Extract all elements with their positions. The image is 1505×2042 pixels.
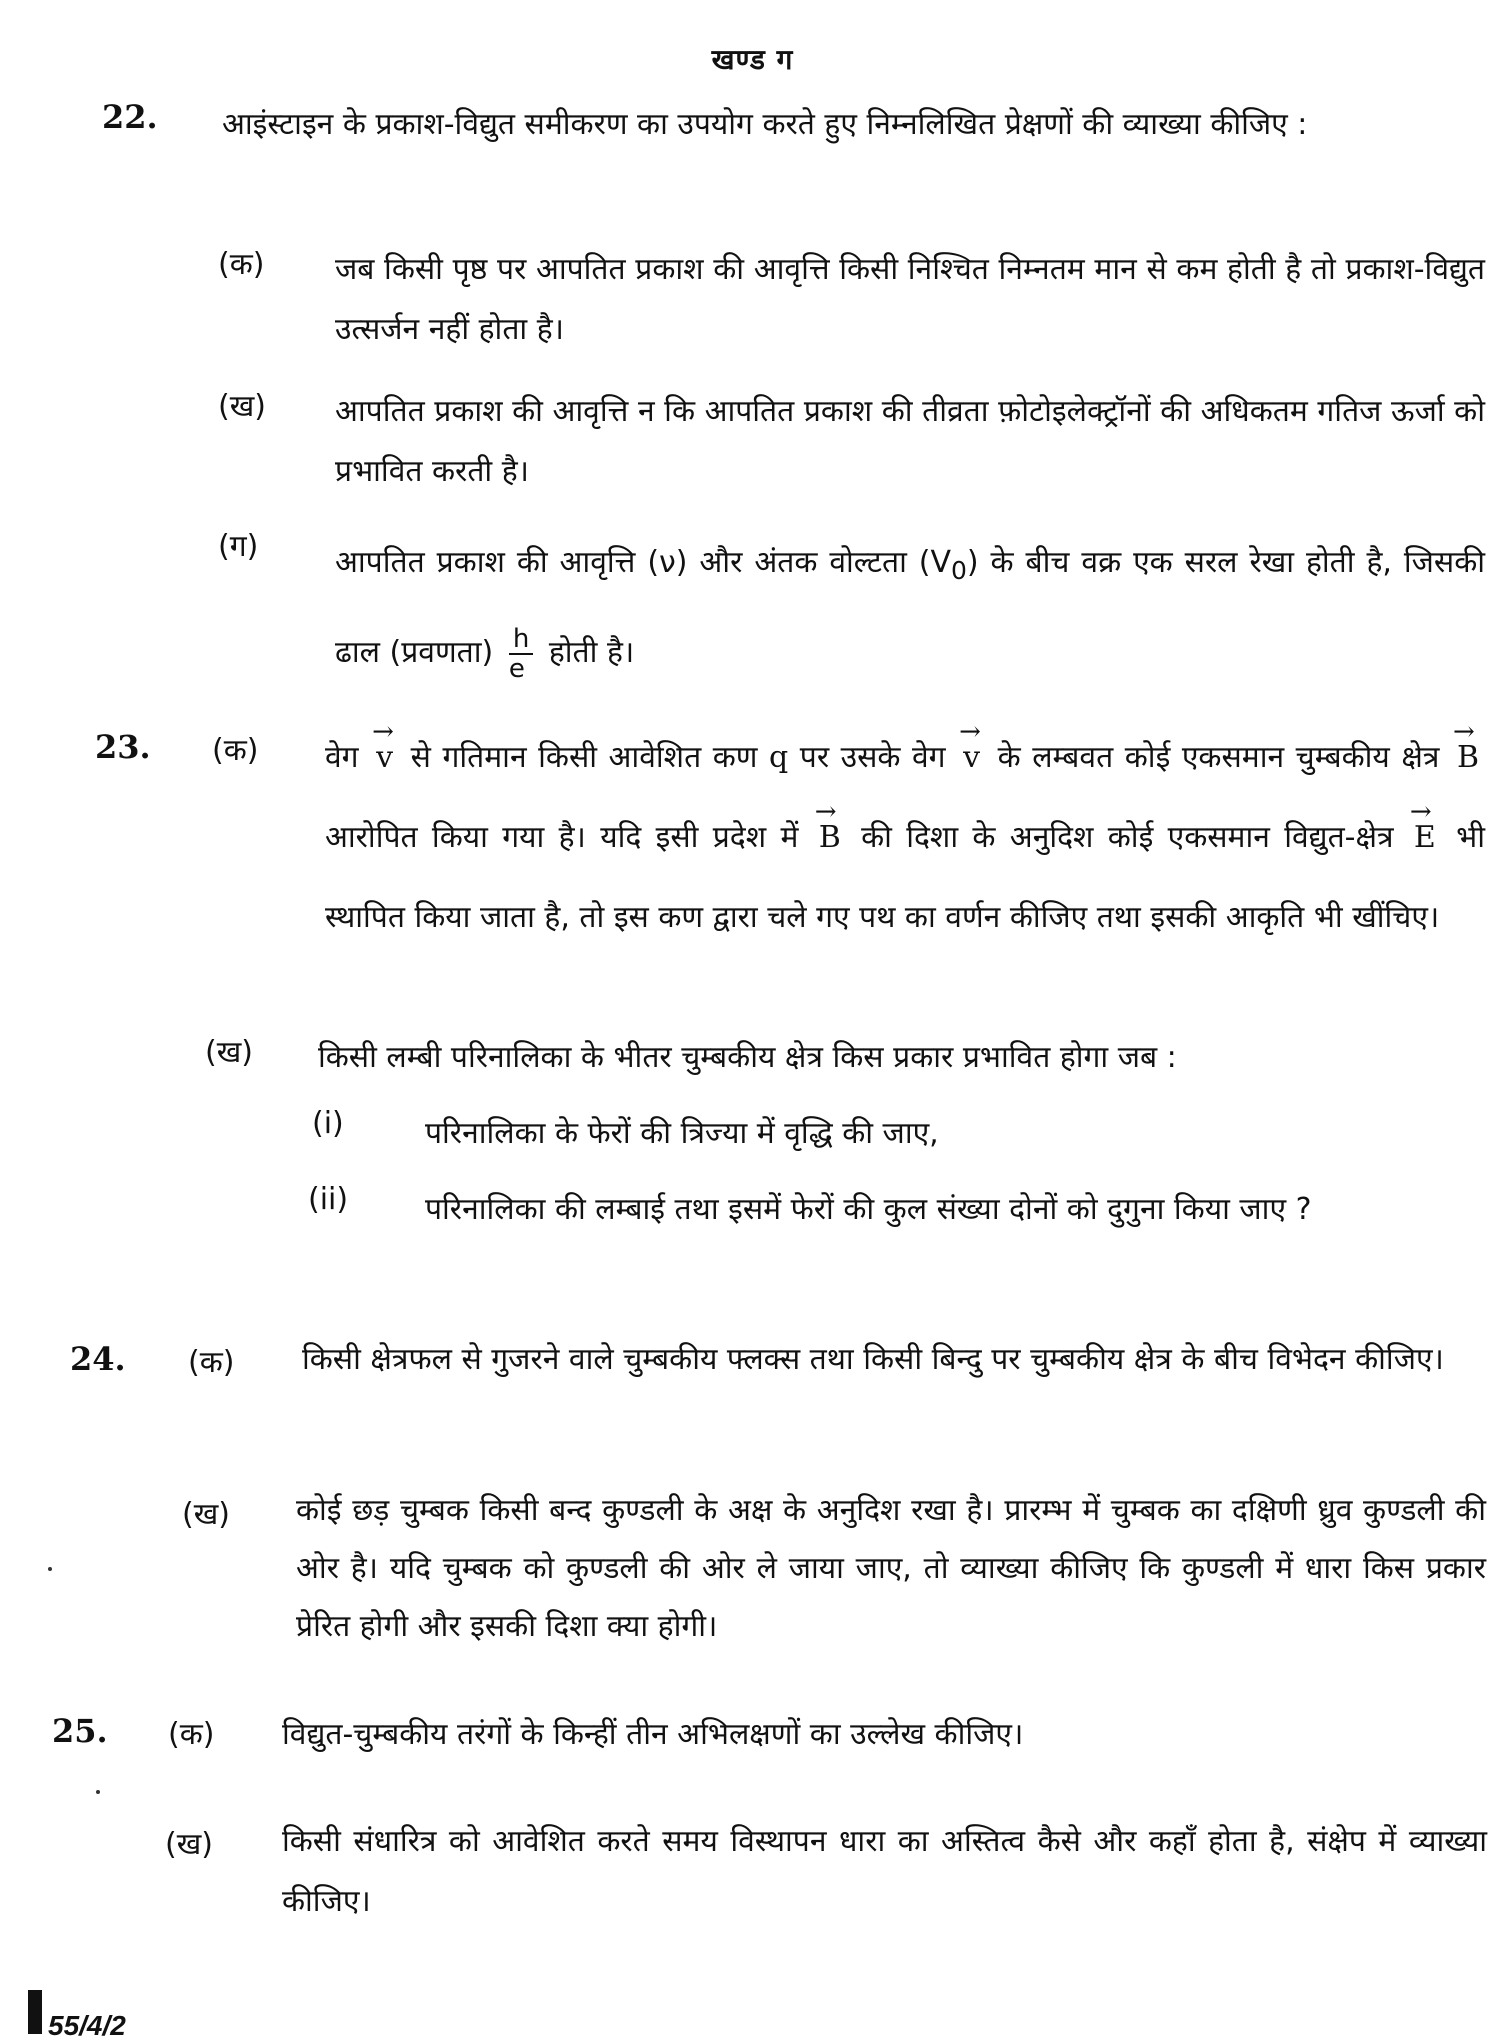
part-label: (ग): [218, 529, 259, 564]
text-segment: की दिशा के अनुदिश कोई एकसमान विद्युत-क्षेत्र: [861, 820, 1394, 855]
part-label: (ख): [205, 1035, 253, 1070]
question-23-part-ka: [325, 718, 1485, 958]
electric-field-vector-symbol: → E: [1408, 798, 1442, 878]
question-number-25: 25.: [52, 1712, 108, 1750]
text-segment: ) के बीच वक्र एक सरल रेखा होती है, जिसकी ढाल (प्रवणता): [335, 545, 1485, 670]
fraction-numerator: h: [509, 625, 533, 655]
fraction-denominator: e: [508, 653, 525, 684]
text-segment: से गतिमान किसी आवेशित कण: [410, 740, 758, 775]
text-segment: के लम्बवत कोई एकसमान चुम्बकीय क्षेत्र: [997, 740, 1440, 775]
scan-speck: [96, 1790, 100, 1794]
text-segment: वेग: [325, 740, 359, 775]
question-23-part-kha: किसी लम्बी परिनालिका के भीतर चुम्बकीय क्षेत्र किस प्रकार प्रभावित होगा जब :: [318, 1040, 1177, 1075]
question-number-22: 22.: [102, 98, 158, 136]
charge-symbol: q: [769, 740, 789, 775]
part-label: (क): [212, 733, 259, 768]
question-22-part-ga: [335, 522, 1485, 694]
question-23-subpart-i: परिनालिका के फेरों की त्रिज्या में वृद्धि की जाए,: [425, 1116, 939, 1151]
scan-speck: [48, 1567, 52, 1571]
subpart-label: (i): [312, 1106, 344, 1141]
question-number-24: 24.: [70, 1340, 126, 1378]
subpart-label: (ii): [308, 1182, 349, 1217]
question-22-part-ka: जब किसी पृष्ठ पर आपतित प्रकाश की आवृत्ति किसी निश्चित निम्नतम मान से कम होती है तो प्रकाश-विद्युत उत्सर्जन नहीं होता है।: [335, 252, 1485, 347]
part-label: (क): [168, 1717, 215, 1752]
question-25-part-ka: विद्युत-चुम्बकीय तरंगों के किन्हीं तीन अभिलक्षणों का उल्लेख कीजिए।: [282, 1717, 1024, 1752]
question-22-part-kha: आपतित प्रकाश की आवृत्ति न कि आपतित प्रकाश की तीव्रता फ़ोटोइलेक्ट्रॉनों की अधिकतम गतिज ऊर्जा को प्रभावित करती है।: [335, 394, 1485, 489]
question-24-part-kha: कोई छड़ चुम्बक किसी बन्द कुण्डली के अक्ष के अनुदिश रखा है। प्रारम्भ में चुम्बक का दक्षिणी ध्रुव कुण्डली की ओर है। यदि चुम्बक को कुण्डली की ओर ले जाया जाए, तो व्याख्या कीजिए कि कुण्डली में धारा किस प्रकार प्रेरित होगी और इसकी दिशा क्या होगी।: [296, 1493, 1486, 1644]
section-title: खण्ड ग: [711, 43, 794, 76]
part-label: (ख): [182, 1497, 230, 1532]
velocity-vector-symbol: → v: [370, 718, 399, 798]
text-segment: आरोपित किया गया है। यदि इसी प्रदेश में: [325, 820, 799, 855]
part-label: (ख): [218, 389, 266, 424]
subscript: 0: [951, 556, 967, 585]
velocity-vector-symbol: → v: [957, 718, 986, 798]
part-label: (क): [218, 247, 265, 282]
question-number-23: 23.: [95, 728, 151, 766]
question-24-part-ka: किसी क्षेत्रफल से गुजरने वाले चुम्बकीय फ्लक्स तथा किसी बिन्दु पर चुम्बकीय क्षेत्र के बीच विभेदन कीजिए।: [302, 1342, 1444, 1377]
part-label: (ख): [165, 1827, 213, 1862]
question-25-part-kha: किसी संधारित्र को आवेशित करते समय विस्थापन धारा का अस्तित्व कैसे और कहाँ होता है, संक्षेप में व्याख्या कीजिए।: [282, 1824, 1487, 1919]
text-segment: आपतित प्रकाश की आवृत्ति (ν) और अंतक वोल्टता (V: [335, 545, 952, 580]
text-segment: पर उसके वेग: [799, 740, 946, 775]
text-segment: होती है।: [548, 635, 635, 670]
question-23-subpart-ii: परिनालिका की लम्बाई तथा इसमें फेरों की कुल संख्या दोनों को दुगुना किया जाए ?: [425, 1192, 1312, 1227]
text-segment: भी स्थापित किया जाता है, तो इस कण द्वारा चले गए पथ का वर्णन कीजिए तथा इसकी आकृति भी खींचिए।: [325, 820, 1485, 935]
footer-marker-bar: [28, 1990, 42, 2034]
paper-code: 55/4/2: [48, 2010, 126, 2041]
fraction-h-over-e: [509, 625, 533, 683]
question-22-intro: आइंस्टाइन के प्रकाश-विद्युत समीकरण का उपयोग करते हुए निम्नलिखित प्रेक्षणों की व्याख्या कीजिए :: [222, 107, 1308, 142]
magnetic-field-vector-symbol: → B: [1451, 718, 1485, 798]
part-label: (क): [188, 1345, 235, 1380]
magnetic-field-vector-symbol: → B: [813, 798, 847, 878]
